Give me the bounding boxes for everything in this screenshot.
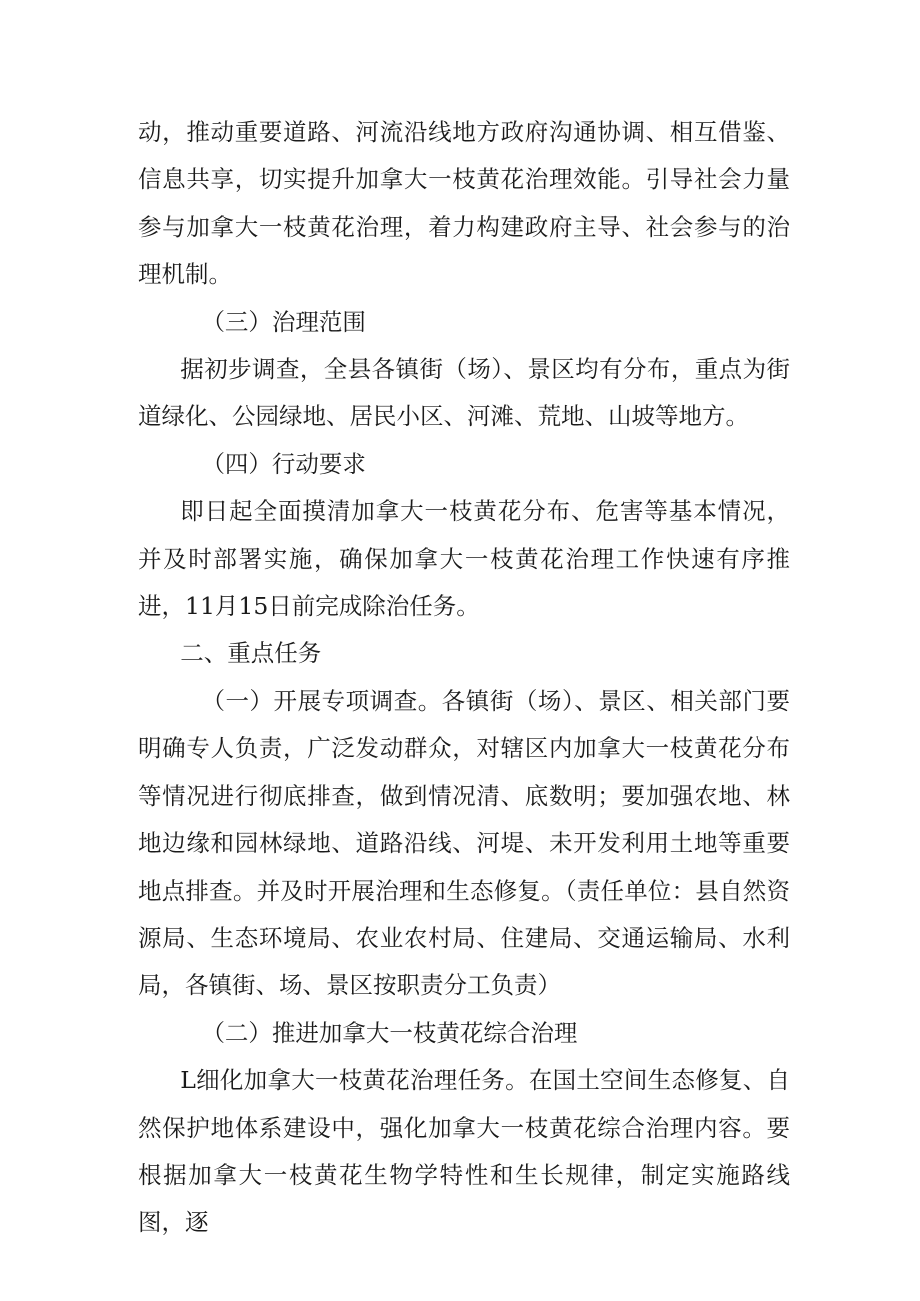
section-heading-requirements: （四）行动要求 xyxy=(201,449,366,478)
paragraph-scope: 据初步调查，全县各镇街（场）、景区均有分布，重点为街道绿化、公园绿地、居民小区、河滩、荒地、山坡等地方。 xyxy=(138,355,790,431)
document-body xyxy=(138,109,790,1247)
paragraph-refine-tasks: L细化加拿大一枝黄花治理任务。在国土空间生态修复、自然保护地体系建设中，强化加拿大一枝黄花综合治理内容。要根据加拿大一枝黄花生物学特性和生长规律，制定实施路线图，逐 xyxy=(138,1066,790,1237)
paragraph-task-survey: （一）开展专项调查。各镇街（场）、景区、相关部门要明确专人负责，广泛发动群众，对辖区内加拿大一枝黄花分布等情况进行彻底排查，做到情况清、底数明；要加强农地、林地边缘和园林绿地、道路沿线、河堤、未开发利用土地等重要地点排查。并及时开展治理和生态修复。（责任单位：县自然资源局、生态环境局、农业农村局、住建局、交通运输局、水利局，各镇街、场、景区按职责分工负责） xyxy=(138,686,790,1000)
paragraph-continuation: 动，推动重要道路、河流沿线地方政府沟通协调、相互借鉴、信息共享，切实提升加拿大一枝黄花治理效能。引导社会力量参与加拿大一枝黄花治理，着力构建政府主导、社会参与的治理机制。 xyxy=(138,118,790,289)
section-heading-scope: （三）治理范围 xyxy=(201,307,366,336)
section-heading-key-tasks: 二、重点任务 xyxy=(180,639,322,668)
paragraph-requirements: 即日起全面摸清加拿大一枝黄花分布、危害等基本情况，并及时部署实施，确保加拿大一枝黄花治理工作快速有序推进，11月15日前完成除治任务。 xyxy=(138,497,790,621)
section-heading-comprehensive-treatment: （二）推进加拿大一枝黄花综合治理 xyxy=(201,1018,578,1047)
